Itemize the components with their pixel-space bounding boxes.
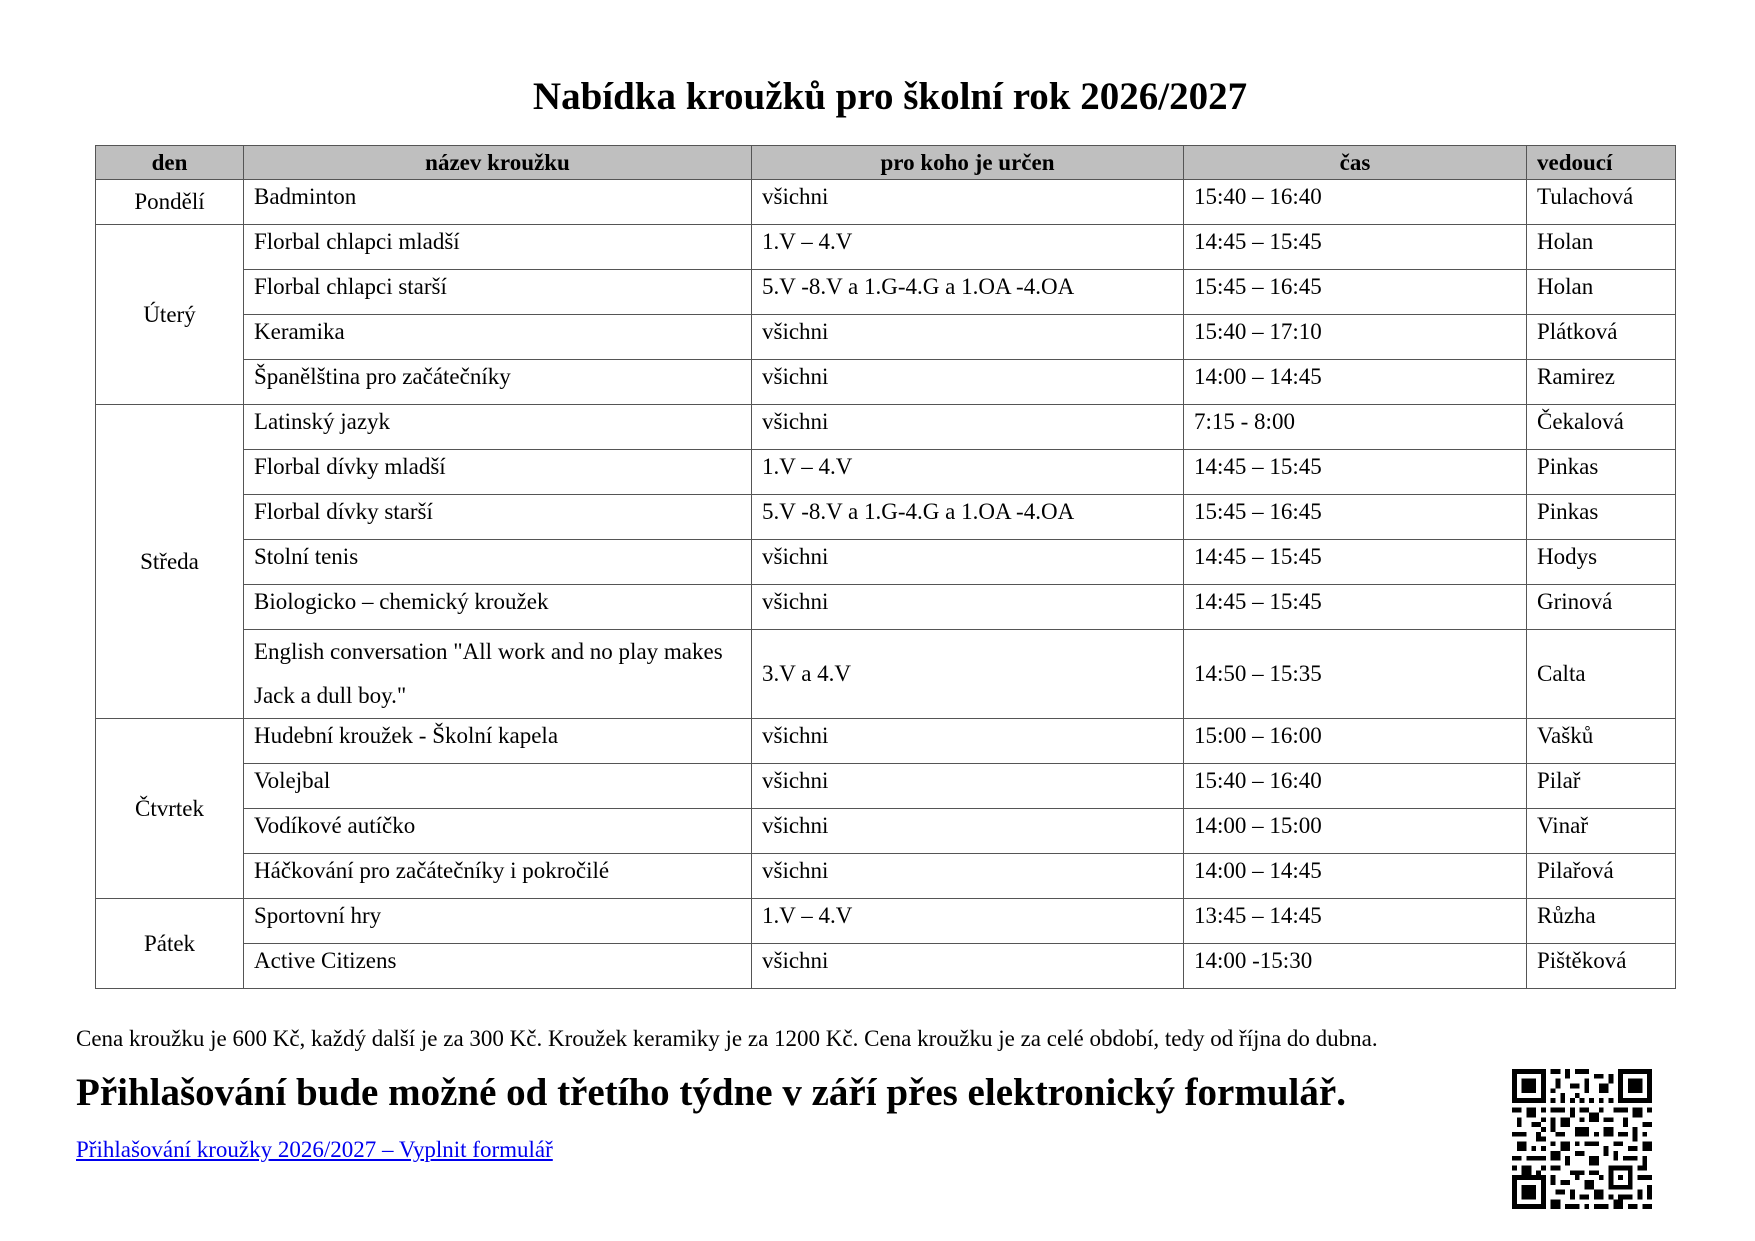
- table-row: [96, 405, 1676, 450]
- club-audience: všichni: [752, 180, 1184, 225]
- club-leader: Pištěková: [1527, 944, 1676, 989]
- club-time: 14:00 – 15:00: [1184, 809, 1527, 854]
- club-name: Sportovní hry: [244, 899, 752, 944]
- club-leader: Pilařová: [1527, 854, 1676, 899]
- club-leader: Vinař: [1527, 809, 1676, 854]
- table-row: [96, 854, 1676, 899]
- club-leader: Tulachová: [1527, 180, 1676, 225]
- club-time: 15:45 – 16:45: [1184, 495, 1527, 540]
- club-audience: všichni: [752, 405, 1184, 450]
- club-time: 13:45 – 14:45: [1184, 899, 1527, 944]
- day-cell-thursday: Čtvrtek: [96, 719, 244, 899]
- club-name: Volejbal: [244, 764, 752, 809]
- club-audience: všichni: [752, 540, 1184, 585]
- table-header-row: [96, 146, 1676, 180]
- document-title: Nabídka kroužků pro školní rok 2026/2027: [532, 75, 1248, 118]
- header-time: čas: [1184, 146, 1527, 180]
- club-name: Florbal dívky mladší: [244, 450, 752, 495]
- club-leader: Plátková: [1527, 315, 1676, 360]
- club-name: Florbal chlapci starší: [244, 270, 752, 315]
- club-time: 15:40 – 17:10: [1184, 315, 1527, 360]
- club-audience: 1.V – 4.V: [752, 450, 1184, 495]
- club-audience: všichni: [752, 585, 1184, 630]
- club-leader: Pinkas: [1527, 450, 1676, 495]
- club-audience: 5.V -8.V a 1.G-4.G a 1.OA -4.OA: [752, 270, 1184, 315]
- header-leader: vedoucí: [1527, 146, 1676, 180]
- club-name: Florbal chlapci mladší: [244, 225, 752, 270]
- price-note: Cena kroužku je 600 Kč, každý další je za 300 Kč. Kroužek keramiky je za 1200 Kč. Cena kroužku je za celé období, tedy od října do dubna.: [76, 1026, 1378, 1051]
- club-name: English conversation "All work and no play makes Jack a dull boy.": [244, 630, 752, 719]
- club-time: 14:45 – 15:45: [1184, 585, 1527, 630]
- club-leader: Vašků: [1527, 719, 1676, 764]
- table-row: [96, 180, 1676, 225]
- club-audience: všichni: [752, 854, 1184, 899]
- table-row: [96, 719, 1676, 764]
- club-audience: všichni: [752, 315, 1184, 360]
- club-leader: Pinkas: [1527, 495, 1676, 540]
- club-leader: Ramirez: [1527, 360, 1676, 405]
- club-name: Florbal dívky starší: [244, 495, 752, 540]
- table-row: [96, 540, 1676, 585]
- club-leader: Holan: [1527, 225, 1676, 270]
- club-time: 14:00 -15:30: [1184, 944, 1527, 989]
- club-time: 14:00 – 14:45: [1184, 854, 1527, 899]
- club-name: Hudební kroužek - Školní kapela: [244, 719, 752, 764]
- club-time: 14:45 – 15:45: [1184, 225, 1527, 270]
- club-time: 14:00 – 14:45: [1184, 360, 1527, 405]
- table-row: [96, 315, 1676, 360]
- club-name: Active Citizens: [244, 944, 752, 989]
- club-audience: všichni: [752, 360, 1184, 405]
- club-time: 14:50 – 15:35: [1184, 630, 1527, 719]
- club-name: Biologicko – chemický kroužek: [244, 585, 752, 630]
- club-audience: všichni: [752, 944, 1184, 989]
- club-name: Háčkování pro začátečníky i pokročilé: [244, 854, 752, 899]
- club-audience: 5.V -8.V a 1.G-4.G a 1.OA -4.OA: [752, 495, 1184, 540]
- signup-form-link[interactable]: Přihlašování kroužky 2026/2027 – Vyplnit formulář: [76, 1137, 553, 1162]
- table-row: [96, 585, 1676, 630]
- schedule-body: [96, 180, 1676, 989]
- club-leader: Růzha: [1527, 899, 1676, 944]
- club-audience: 3.V a 4.V: [752, 630, 1184, 719]
- table-row: [96, 944, 1676, 989]
- club-leader: Hodys: [1527, 540, 1676, 585]
- table-row: [96, 899, 1676, 944]
- club-leader: Grinová: [1527, 585, 1676, 630]
- club-time: 15:40 – 16:40: [1184, 180, 1527, 225]
- table-row: [96, 270, 1676, 315]
- table-row: [96, 630, 1676, 719]
- qr-code-icon: [1512, 1069, 1652, 1209]
- club-name: Latinský jazyk: [244, 405, 752, 450]
- club-name: Stolní tenis: [244, 540, 752, 585]
- club-leader: Čekalová: [1527, 405, 1676, 450]
- signup-heading: Přihlašování bude možné od třetího týdne v září přes elektronický formulář.: [76, 1071, 1346, 1114]
- club-leader: Holan: [1527, 270, 1676, 315]
- club-audience: 1.V – 4.V: [752, 899, 1184, 944]
- day-cell-friday: Pátek: [96, 899, 244, 989]
- day-cell-monday: Pondělí: [96, 180, 244, 225]
- day-cell-tuesday: Úterý: [96, 225, 244, 405]
- table-row: [96, 360, 1676, 405]
- club-time: 7:15 - 8:00: [1184, 405, 1527, 450]
- club-audience: všichni: [752, 764, 1184, 809]
- table-row: [96, 495, 1676, 540]
- table-row: [96, 764, 1676, 809]
- club-audience: 1.V – 4.V: [752, 225, 1184, 270]
- club-audience: všichni: [752, 719, 1184, 764]
- club-schedule-table: [95, 145, 1676, 989]
- club-time: 15:00 – 16:00: [1184, 719, 1527, 764]
- club-time: 14:45 – 15:45: [1184, 540, 1527, 585]
- header-club-name: název kroužku: [244, 146, 752, 180]
- header-audience: pro koho je určen: [752, 146, 1184, 180]
- club-name: Španělština pro začátečníky: [244, 360, 752, 405]
- club-name: Keramika: [244, 315, 752, 360]
- club-time: 14:45 – 15:45: [1184, 450, 1527, 495]
- header-day: den: [96, 146, 244, 180]
- club-name: Vodíkové autíčko: [244, 809, 752, 854]
- club-leader: Calta: [1527, 630, 1676, 719]
- club-time: 15:40 – 16:40: [1184, 764, 1527, 809]
- table-row: [96, 809, 1676, 854]
- club-name: Badminton: [244, 180, 752, 225]
- club-time: 15:45 – 16:45: [1184, 270, 1527, 315]
- table-row: [96, 225, 1676, 270]
- table-row: [96, 450, 1676, 495]
- club-audience: všichni: [752, 809, 1184, 854]
- day-cell-wednesday: Středa: [96, 405, 244, 719]
- club-leader: Pilař: [1527, 764, 1676, 809]
